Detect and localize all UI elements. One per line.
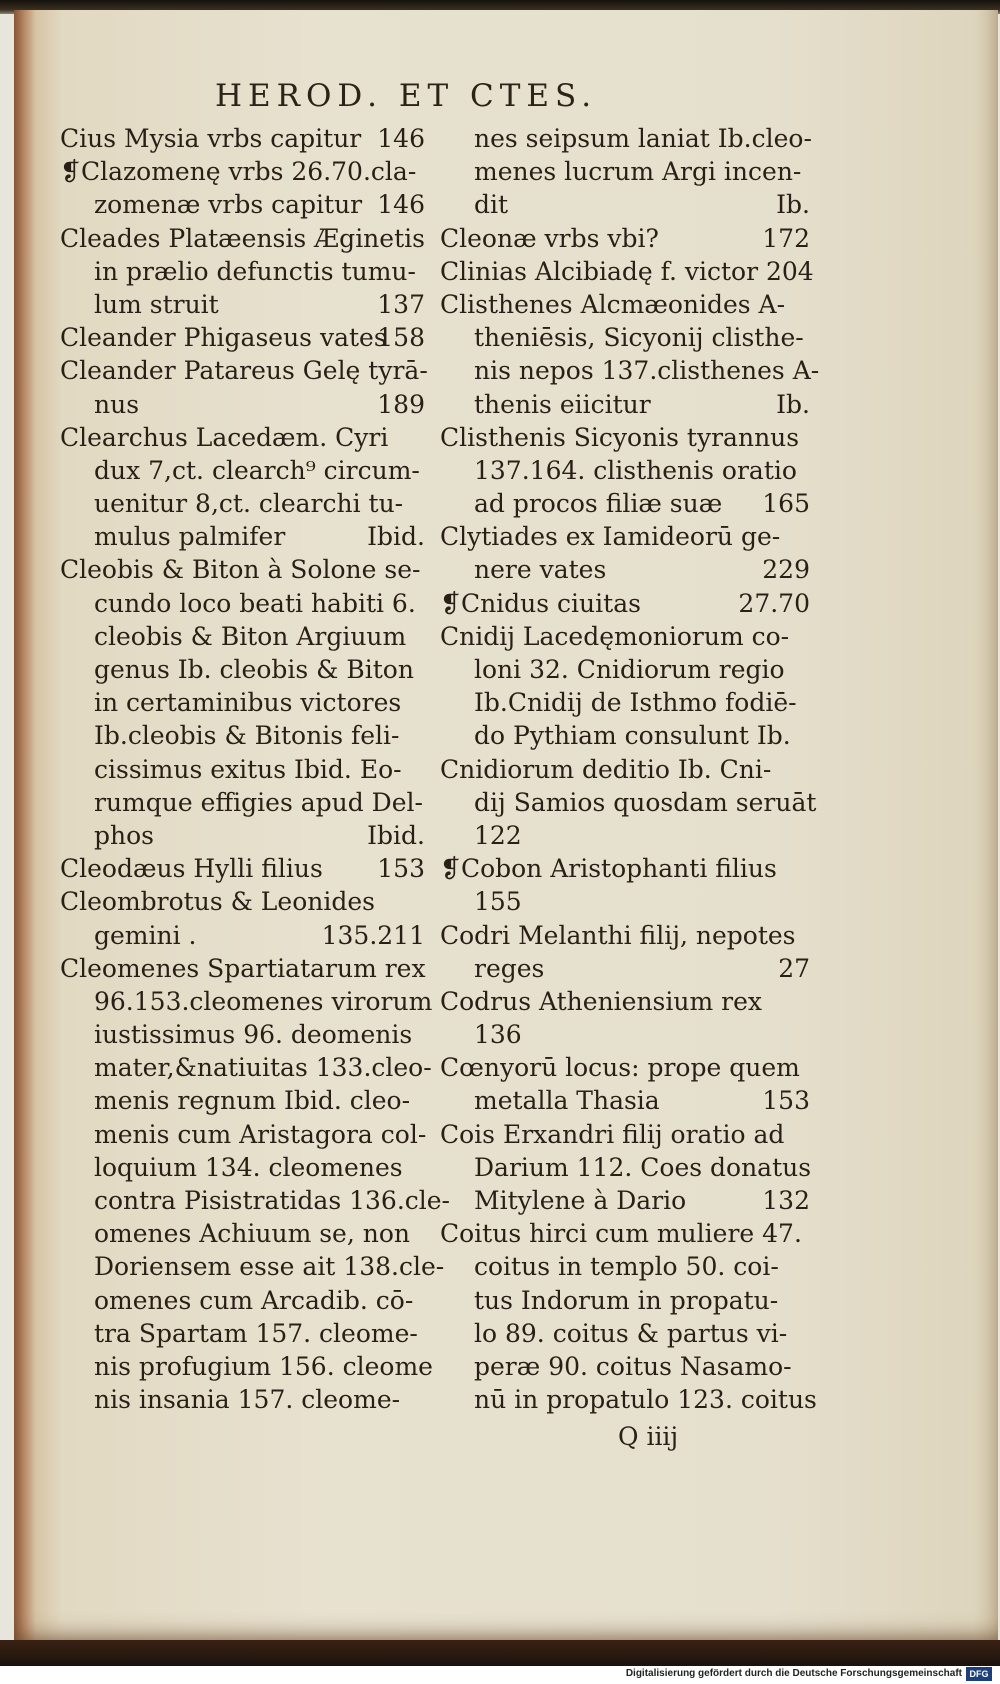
footer-credit: Digitalisierung gefördert durch die Deutsche Forschungsgemeinschaft (625, 1668, 962, 1679)
index-line (440, 1350, 810, 1383)
index-line (440, 919, 810, 952)
index-line (440, 1217, 810, 1250)
index-line (440, 354, 820, 387)
index-entry-text: iustissimus 96. deomenis (94, 1020, 413, 1050)
signature-mark: Q iiij (618, 1422, 679, 1451)
index-line (440, 719, 810, 752)
index-entry-text: menis regnum Ibid. cleo- (94, 1086, 411, 1116)
index-entry-text: Codrus Atheniensium rex (440, 986, 762, 1016)
dfg-logo: DFG (966, 1667, 992, 1681)
index-entry-text: genus Ib. cleobis & Biton (94, 655, 414, 684)
index-line (60, 919, 425, 952)
index-line (440, 620, 810, 653)
index-entry-text: Clytiades ex Iamideorū ge- (440, 522, 781, 552)
index-entry-text: ❡Cobon Aristophanti filius (440, 854, 777, 884)
index-line (60, 587, 425, 620)
index-line (60, 122, 425, 155)
index-line (440, 1184, 810, 1217)
index-page-ref: Ibid. (367, 522, 425, 552)
index-entry-text: nus (94, 389, 140, 419)
index-entry-text: nere vates (474, 555, 607, 585)
index-entry-text: nū in propatulo 123. coitus (474, 1385, 817, 1415)
index-line (440, 188, 810, 221)
index-page-ref: 165 (762, 489, 810, 519)
index-entry-text: 122 (474, 820, 522, 850)
running-head: HEROD. ET CTES. (215, 78, 598, 114)
index-page-ref: Ib. (776, 389, 810, 419)
index-page-ref: Ib. (776, 190, 810, 220)
index-entry-text: Ib.Cnidij de Isthmo fodiē- (474, 688, 797, 718)
index-entry-text: coitus in templo 50. coi- (474, 1252, 779, 1282)
index-page-ref: 137 (377, 289, 425, 319)
index-line (60, 1184, 451, 1217)
index-entry-text: dux 7,ct. clearch⁹ circum- (94, 455, 420, 485)
index-line (440, 454, 810, 487)
index-entry-text: 96.153.cleomenes virorum (94, 986, 433, 1016)
index-page-ref: 158 (377, 323, 425, 353)
index-entry-text: cundo loco beati habiti 6. (94, 588, 416, 618)
index-page-ref: 146 (377, 124, 425, 153)
index-entry-text: Codri Melanthi filij, nepotes (440, 920, 796, 950)
index-entry-text: Cois Erxandri filij oratio ad (440, 1119, 785, 1149)
index-line (440, 587, 810, 620)
index-line (440, 1051, 810, 1084)
index-page-ref: 135.211 (321, 920, 425, 950)
index-entry-text: Cleander Phigaseus vates (60, 323, 387, 353)
index-line (60, 1151, 425, 1184)
index-line (440, 1317, 810, 1350)
index-entry-text: Cleonæ vrbs vbi? (440, 223, 659, 253)
index-line (60, 719, 425, 752)
index-line (60, 255, 425, 288)
index-line (60, 288, 425, 321)
index-line (440, 985, 810, 1018)
index-line (440, 222, 810, 255)
index-page-ref: 132 (762, 1186, 810, 1215)
index-entry-text: uenitur 8,ct. clearchi tu- (94, 489, 404, 519)
index-line (60, 653, 425, 686)
index-entry-text: metalla Thasia (474, 1086, 660, 1116)
index-line (440, 885, 810, 918)
index-entry-text: ❡Clazomenę vrbs 26.70.cla- (60, 157, 417, 187)
index-entry-text: Clisthenis Sicyonis tyrannus (440, 422, 800, 452)
index-entry-text: in certaminibus victores (94, 688, 402, 718)
index-entry-text: loquium 134. cleomenes (94, 1152, 403, 1182)
index-entry-text: Cnidij Lacedęmoniorum co- (440, 621, 790, 651)
index-line (60, 321, 425, 354)
index-entry-text: cissimus exitus Ibid. Eo- (94, 754, 402, 784)
index-entry-text: dit (474, 190, 509, 220)
index-entry-text: nes seipsum laniat Ib.cleo- (474, 124, 812, 153)
index-entry-text: tus Indorum in propatu- (474, 1285, 779, 1315)
index-line (440, 1118, 810, 1151)
index-line (60, 952, 425, 985)
index-line (440, 819, 810, 852)
index-entry-text: Cœnyorū locus: prope quem (440, 1053, 800, 1083)
index-line (60, 1250, 445, 1283)
index-entry-text: Doriensem esse ait 138.cle- (94, 1252, 445, 1282)
index-line (60, 520, 425, 553)
index-entry-text: do Pythiam consulunt Ib. (474, 721, 791, 751)
scan-bottom-edge (0, 1640, 1000, 1666)
index-column-right (440, 122, 820, 1416)
index-entry-text: reges (474, 953, 545, 983)
index-entry-text: zomenæ vrbs capitur (94, 190, 363, 220)
index-line (440, 421, 810, 454)
index-line (60, 786, 425, 819)
index-entry-text: lum struit (94, 289, 219, 319)
index-line (440, 1018, 810, 1051)
index-entry-text: 137.164. clisthenis oratio (474, 455, 797, 485)
index-entry-text: ad procos filiæ suæ (474, 489, 723, 519)
index-line (60, 553, 425, 586)
index-line (440, 122, 810, 155)
index-entry-text: Cleodæus Hylli filius (60, 854, 323, 884)
index-entry-text: in prælio defunctis tumu- (94, 256, 416, 286)
index-entry-text: loni 32. Cnidiorum regio (474, 655, 785, 684)
index-entry-text: Cleobis & Biton à Solone se- (60, 555, 421, 585)
index-line (440, 288, 810, 321)
index-entry-text: lo 89. coitus & partus vi- (474, 1318, 788, 1348)
index-line (60, 620, 425, 653)
index-entry-text: theniēsis, Sicyonij clisthe- (474, 323, 804, 353)
index-entry-text: menes lucrum Argi incen- (474, 157, 802, 187)
index-entry-text: mulus palmifer (94, 522, 286, 552)
index-page-ref: 146 (377, 190, 425, 220)
index-entry-text: nis nepos 137.clisthenes A- (474, 356, 820, 386)
index-line (440, 952, 810, 985)
index-line (60, 222, 425, 255)
index-line (440, 1284, 810, 1317)
index-line (440, 553, 810, 586)
index-entry-text: Cleombrotus & Leonides (60, 887, 375, 917)
index-entry-text: nis insania 157. cleome- (94, 1385, 401, 1415)
index-entry-text: Cleander Patareus Gelę tyrā- (60, 356, 428, 386)
index-entry-text: Clisthenes Alcmæonides A- (440, 289, 786, 319)
index-entry-text: tra Spartam 157. cleome- (94, 1318, 418, 1348)
index-line (60, 1284, 425, 1317)
index-entry-text: 136 (474, 1020, 522, 1050)
index-line (60, 1383, 425, 1416)
index-entry-text: rumque effigies apud Del- (94, 787, 423, 817)
index-line (60, 686, 425, 719)
index-entry-text: omenes Achiuum se, non (94, 1219, 411, 1249)
index-page-ref: 153 (762, 1086, 810, 1116)
index-line (440, 388, 810, 421)
index-line (60, 852, 425, 885)
index-line (60, 1118, 425, 1151)
index-page-ref: 27 (778, 953, 810, 983)
index-line (60, 188, 425, 221)
index-entry-text: Coitus hirci cum muliere 47. (440, 1219, 802, 1249)
index-line (60, 155, 425, 188)
index-entry-text: Mitylene à Dario (474, 1186, 687, 1215)
index-entry-text: Clinias Alcibiadę f. victor 204 (440, 256, 814, 286)
index-line (60, 985, 433, 1018)
index-line (440, 1383, 817, 1416)
index-line (440, 1250, 810, 1283)
index-line (440, 653, 810, 686)
index-entry-text: Cnidiorum deditio Ib. Cni- (440, 754, 772, 784)
index-page-ref: 172 (762, 223, 810, 253)
index-entry-text: nis profugium 156. cleome (94, 1351, 433, 1381)
index-line (60, 1217, 425, 1250)
index-line (440, 753, 810, 786)
index-entry-text: menis cum Aristagora col- (94, 1119, 427, 1149)
index-line (60, 1051, 432, 1084)
index-line (60, 1018, 425, 1051)
index-line (440, 786, 817, 819)
index-line (60, 487, 425, 520)
index-line (60, 885, 425, 918)
index-line (440, 686, 810, 719)
index-entry-text: Ib.cleobis & Bitonis feli- (94, 721, 400, 751)
index-line (60, 1317, 425, 1350)
index-entry-text: Cleomenes Spartiatarum rex (60, 953, 426, 983)
index-line (440, 852, 810, 885)
index-line (440, 1151, 810, 1184)
index-line (440, 1084, 810, 1117)
index-entry-text: mater,&natiuitas 133.cleo- (94, 1053, 432, 1083)
index-entry-text: Clearchus Lacedæm. Cyri (60, 422, 389, 452)
index-page-ref: 189 (377, 389, 425, 419)
index-entry-text: Darium 112. Coes donatus (474, 1152, 812, 1182)
index-entry-text: Cius Mysia vrbs capitur (60, 124, 362, 153)
index-entry-text: peræ 90. coitus Nasamo- (474, 1351, 792, 1381)
index-line (60, 1084, 425, 1117)
index-entry-text: contra Pisistratidas 136.cle- (94, 1186, 451, 1215)
index-line (60, 1350, 433, 1383)
index-page-ref: 27.70 (738, 588, 810, 618)
index-column-left (60, 122, 451, 1416)
index-entry-text: dij Samios quosdam seruāt (474, 787, 817, 817)
index-line (440, 155, 810, 188)
index-line (60, 753, 425, 786)
index-line (60, 421, 425, 454)
index-entry-text: cleobis & Biton Argiuum (94, 621, 407, 651)
index-entry-text: 155 (474, 887, 522, 917)
index-line (440, 321, 810, 354)
index-entry-text: Cleades Platæensis Æginetis (60, 223, 425, 253)
index-line (440, 487, 810, 520)
index-line (60, 454, 425, 487)
index-entry-text: phos (94, 820, 154, 850)
index-entry-text: gemini . (94, 920, 197, 950)
index-page-ref: 153 (377, 854, 425, 884)
index-line (60, 354, 428, 387)
index-entry-text: ❡Cnidus ciuitas (440, 588, 641, 618)
index-line (60, 388, 425, 421)
index-line (60, 819, 425, 852)
index-page-ref: 229 (762, 555, 810, 585)
index-line (440, 520, 810, 553)
index-page-ref: Ibid. (367, 820, 425, 850)
index-entry-text: thenis eiicitur (474, 389, 651, 419)
index-entry-text: omenes cum Arcadib. cō- (94, 1285, 414, 1315)
index-line (440, 255, 814, 288)
